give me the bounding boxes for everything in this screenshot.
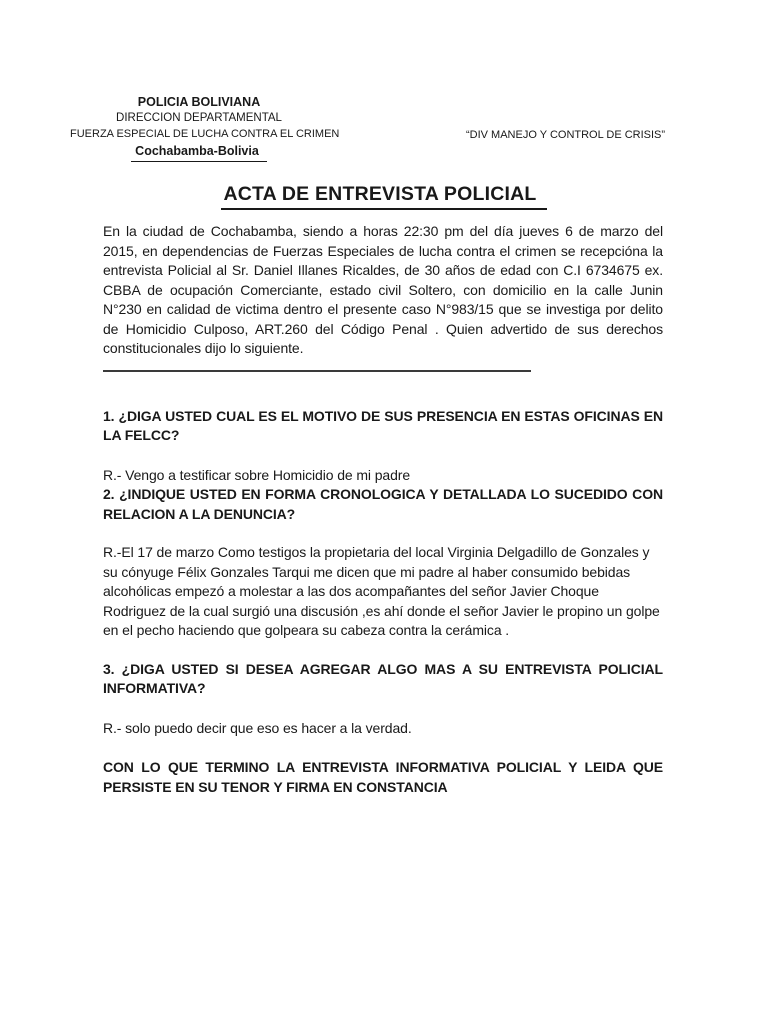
answer-1: R.- Vengo a testificar sobre Homicidio de mi padre bbox=[103, 466, 411, 483]
question-2: 2. ¿INDIQUE USTED EN FORMA CRONOLOGICA Y DETALLADA LO SUCEDIDO CON RELACION A LA DENUNCIA? bbox=[103, 486, 663, 522]
intro-paragraph: En la ciudad de Cochabamba, siendo a horas 22:30 pm del día jueves 6 de marzo del 2015, en dependencias de Fuerzas Especiales de lucha contra el crimen se recepcióna la entrevista Policial al Sr. Daniel Illanes Ricaldes, de 30 años de edad con C.I 6734675 ex. CBBA de ocupación Comerciante, estado civil Soltero, con domicilio en la calle Junin N°230 en calidad de victima dentro el presente caso N°983/15 que se investiga por delito de Homicidio Culposo, ART.260 del Código Penal . Quien advertido de sus derechos constitucionales dijo lo siguiente. bbox=[103, 223, 663, 356]
letterhead-location: Cochabamba-Bolivia bbox=[131, 143, 267, 162]
document-body bbox=[103, 222, 663, 797]
closing-statement: CON LO QUE TERMINO LA ENTREVISTA INFORMATIVA POLICIAL Y LEIDA QUE PERSISTE EN SU TENOR Y FIRMA EN CONSTANCIA bbox=[103, 759, 663, 795]
answer-3: R.- solo puedo decir que eso es hacer a la verdad. bbox=[103, 719, 412, 736]
document-title-text: ACTA DE ENTREVISTA POLICIAL bbox=[221, 183, 546, 210]
letterhead-division: “DIV MANEJO Y CONTROL DE CRISIS” bbox=[466, 129, 666, 141]
question-1: 1. ¿DIGA USTED CUAL ES EL MOTIVO DE SUS PRESENCIA EN ESTAS OFICINAS EN LA FELCC? bbox=[103, 407, 663, 443]
letterhead-department: DIRECCION DEPARTAMENTAL bbox=[116, 112, 282, 124]
letterhead-institution: POLICIA BOLIVIANA bbox=[137, 95, 261, 109]
document-title bbox=[0, 183, 768, 210]
letterhead-unit: FUERZA ESPECIAL DE LUCHA CONTRA EL CRIMEN bbox=[70, 128, 340, 140]
question-3: 3. ¿DIGA USTED SI DESEA AGREGAR ALGO MAS A SU ENTREVISTA POLICIAL INFORMATIVA? bbox=[103, 660, 663, 696]
separator-line bbox=[103, 370, 531, 372]
answer-2: R.-El 17 de marzo Como testigos la propietaria del local Virginia Delgadillo de Gonzales y su cónyuge Félix Gonzales Tarqui me dicen que mi padre al haber consumido bebidas alcohólicas empezó a molestar a las dos acompañantes del señor Javier Choque Rodriguez de la cual surgió una discusión ,es ahí donde el señor Javier le propino un golpe en el pecho haciendo que golpeara su cabeza contra la cerámica . bbox=[103, 544, 660, 638]
letterhead-location-wrap bbox=[70, 142, 328, 162]
letterhead bbox=[70, 94, 340, 162]
